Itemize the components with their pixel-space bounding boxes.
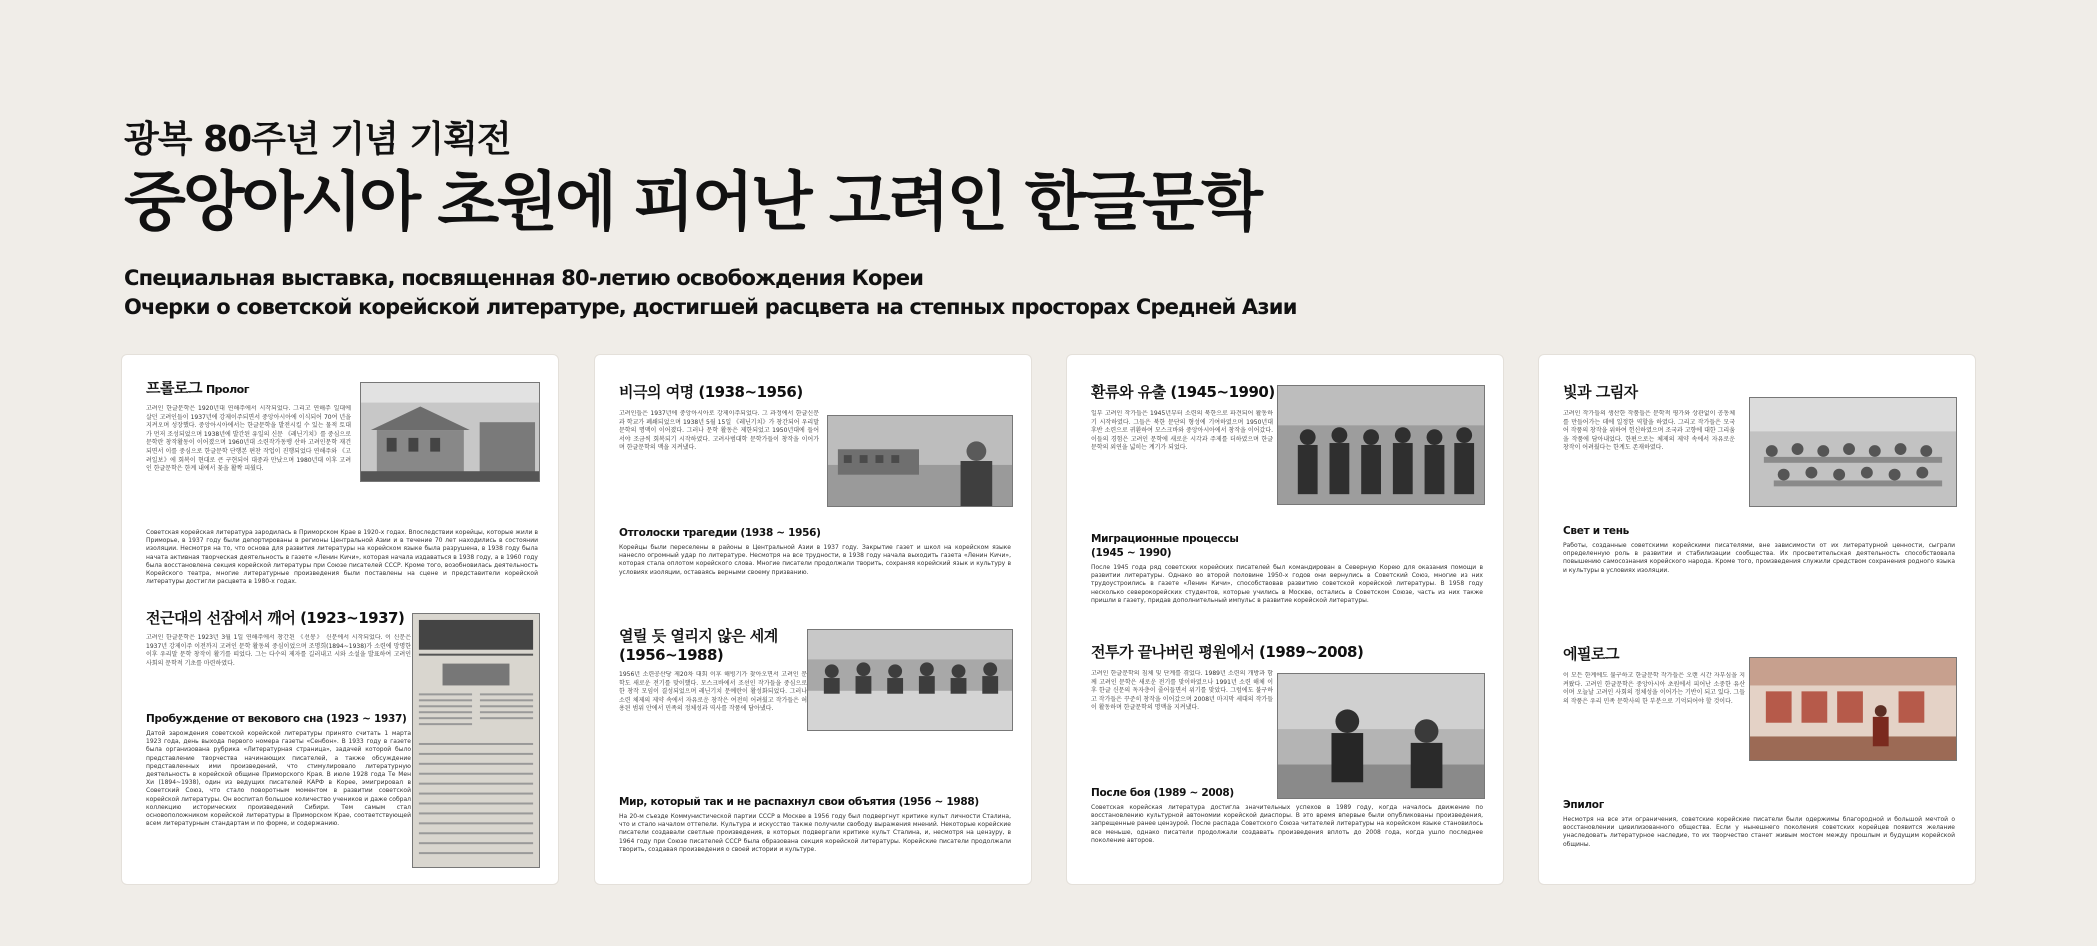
sonbong-newspaper-image (412, 613, 540, 868)
meeting-photo-caption (807, 735, 1013, 763)
era-1989-heading-ko: 전투가 끝나버린 평원에서 (1989~2008) (1091, 643, 1364, 661)
light-shadow-body-ru: Работы, созданные советскими корейскими писателями, вне зависимости от их литературной ценности, сыграли определенную роль в развитии и стабилизации сообщества. Их просветительская деятельность способствовала повышению самосознания корейского народа. Кроме того, произведения служили средством сохранения родного языка и культуры в условиях изоляции. (1563, 542, 1955, 574)
era-1923-body-ru: Датой зарождения советской корейской литературы принято считать 1 марта 1923 года, день выхода первого номера газеты «Сенбон». В 1933 году в газете была организована рубрика «Литературная страница», задачей которой было представление творчества начинающих писателей, а также обсуждение представленных ими произведений, что стимулировало литературную деятельность в корейской общине Приморского Края. В июле 1928 года Те Мен Хи (1894~1938), один из ведущих писателей КАРФ в Корее, эмигрировал в Советский Союз, что стало поворотным моментом в развитии советской корейской литературы. Он воспитал большое количество учеников и даже собрал коллекцию исторических произведений Сибири. Тем самым стал основоположником корейской литературы в Приморском Крае, соответствующей всем литературным стандартам и по форме, и содержанию. (146, 730, 411, 828)
light-shadow-heading-ru: Свет и тень (1563, 525, 1630, 537)
era-1923-body-ko: 고려인 한글문학은 1923년 3월 1일 연해주에서 창간된 《선봉》 신문에서 시작되었다. 이 신문은 1937년 강제이주 이전까지 고려인 문학 활동의 중심이었으며 조명희(1894~1938)가 소련에 망명한 이후 우리말 문학 창작이 활기를 띠었다. 그는 다수의 제자를 길러내고 시와 소설을 발표하여 고려인 사회의 문학적 기초를 마련하였다. (146, 634, 411, 667)
era-1938-body-ru: Корейцы были переселены в районы в Центральной Азии в 1937 году. Закрытие газет и школ на корейском языке нанесло огромный удар по литературе. Несмотря на все трудности, в 1938 году начала выходить газета «Ленин Кичи», которая стала оплотом корейского слова. Многие писатели продолжали творить, сохраняя корейский язык и культуру в условиях изоляции, оставаясь верными своему призванию. (619, 544, 1011, 576)
era-1938-heading-ko: 비극의 여명 (1938~1956) (619, 383, 803, 401)
panel-prologue (121, 354, 559, 885)
epilogue-heading-ko: 에필로그 (1563, 645, 1619, 663)
prologue-body-ru: Советская корейская литература зародилась в Приморском Крае в 1920-х годах. Впоследствии корейцы, которые жили в Приморье, в 1937 году были депортированы в регионы Центральной Азии и в течение 70 лет находились в состоянии изоляции. Несмотря на то, что основа для развития литературы на корейском языке была разрушена, в 1938 году была начата активная творческая деятельность в газете «Ленин Кичи», которая начала издаваться в 1938 году, а в 1960 году была восстановлена секция корейской литературы при Союзе писателей СССР. Кроме того, возобновилась деятельность Корейского театра, многие литературные произведения были поставлены на сцене и представители корейской литературы достигли расцвета в 1980-х годах. (146, 529, 538, 586)
panel-migration (1066, 354, 1504, 885)
panel-tragedy (594, 354, 1032, 885)
group-photo (1277, 385, 1485, 505)
epilogue-heading-ru: Эпилог (1563, 799, 1604, 811)
light-shadow-body-ko: 고려인 작가들의 생산한 작품들은 문학적 평가와 상관없이 공동체를 만들어가는 데에 일정한 역할을 하였다. 그리고 작가들은 모국어 작품의 창작을 위하여 헌신하였으며 조국과 고향에 대한 그리움을 작품에 담아내었다. 한편으로는 체제의 제약 속에서 자유로운 창작이 어려웠다는 한계도 존재하였다. (1563, 410, 1735, 452)
epilogue-body-ko: 이 모든 한계에도 불구하고 한글문학 작가들은 오랜 시간 자부심을 지켜왔다. 고려인 한글문학은 중앙아시아 초원에서 피어난 소중한 유산이며 오늘날 고려인 사회의 정체성을 이어가는 기반이 되고 있다. 그들의 작품은 우리 민족 문학사의 한 부분으로 기억되어야 할 것이다. (1563, 672, 1745, 705)
era-1945-body-ko: 일부 고려인 작가들은 1945년부터 소련의 북한으로 파견되어 활동하기 시작하였다. 그들은 북한 문단의 형성에 기여하였으며 1950년대 후반 소련으로 귀환하여 모스크바와 중앙아시아에서 창작을 이어갔다. 이들의 경험은 고려인 문학에 새로운 시각과 주제를 더하였으며 한글문학의 외연을 넓히는 계기가 되었다. (1091, 410, 1273, 452)
audience-photo (1749, 397, 1957, 507)
era-1956-body-ru: На 20-м съезде Коммунистической партии СССР в Москве в 1956 году был подвергнут критике культ личности Сталина, что и стало началом оттепели. Культура и искусство также получили свободу выражения мнений. Некоторые корейские писатели создавали светлые произведения, в которых подвергали критике культ Сталина, и, несмотря на цензуру, в 1964 году при Союзе писателей СССР была образована секция корейской литературы. Корейские писатели продолжали творить, создавая произведения о своей истории и культуре. (619, 813, 1011, 853)
era-1938-heading-ru: Отголоски трагедии (1938 ~ 1956) (619, 527, 821, 539)
era-1956-heading-ko: 열릴 듯 열리지 않은 세계 (1956~1988) (619, 627, 778, 664)
writers-photo (1277, 673, 1485, 799)
meeting-photo (807, 629, 1013, 731)
exhibition-kicker: 광복 80주년 기념 기획전 (124, 119, 511, 160)
era-1956-heading-ru: Мир, который так и не распахнул свои объятия (1956 ~ 1988) (619, 796, 979, 808)
exhibition-photo (1749, 657, 1957, 761)
era-1956-body-ko: 1956년 소련공산당 제20차 대회 이후 해빙기가 찾아오면서 고려인 문학도 새로운 전기를 맞이했다. 모스크바에서 조선인 작가들을 중심으로 한 창작 모임이 결성되었으며 레닌기치 문예란이 활성화되었다. 그러나 소련 체제의 제약 속에서 자유로운 창작은 여전히 어려웠고 작가들은 허용된 범위 안에서 민족의 정체성과 역사를 작품에 담아냈다. (619, 671, 807, 713)
prologue-photo (360, 382, 540, 482)
exhibition-header (124, 118, 2024, 322)
prologue-heading: 프롤로그 Пролог (146, 379, 249, 397)
panel-epilogue (1538, 354, 1976, 885)
exhibition-subtitle-2: Очерки о советской корейской литературе, достигшей расцвета на степных просторах Средней Азии (124, 295, 1297, 319)
era-1945-heading-ko: 환류와 유출 (1945~1990) (1091, 383, 1275, 401)
era-1989-body-ko: 고려인 한글문학의 침체 및 단계를 겪었다. 1989년 소련의 개방과 함께 고려인 문학은 새로운 전기를 맞이하였으나 1991년 소련 해체 이후 한글 신문의 독자층이 줄어들면서 위기를 맞았다. 그럼에도 불구하고 작가들은 꾸준히 창작을 이어갔으며 2008년 마지막 세대의 작가들이 활동하며 한글문학의 명맥을 지켜냈다. (1091, 670, 1273, 712)
era-1923-heading-ko: 전근대의 선잠에서 깨어 (1923~1937) (146, 609, 405, 627)
era-1945-heading-ru: Миграционные процессы (1945 ~ 1990) (1091, 533, 1239, 559)
era-1923-heading-ru: Пробуждение от векового сна (1923 ~ 1937) (146, 713, 407, 725)
prologue-body-ko: 고려인 한글문학은 1920년대 연해주에서 시작되었다. 그리고 연해주 일대에 살던 고려인들이 1937년에 강제이주되면서 중앙아시아에 이식되어 70여 년을 지켜오며 성장했다. 중앙아시아에서는 한글문학을 발전시킬 수 있는 물적 토대가 먼저 조성되었으며 1938년에 발간된 유일의 신문 《레닌기치》를 중심으로 문학란 창작활동이 이어졌으며 1960년대 소련작가동맹 산하 고려인문학 재건되면서 이를 중심으로 한글문학 단행본 편찬 작업이 진행되었다 연해주와 《고려일보》에 회복이 현대로 큰 구현되어 대중과 만났으며 1980년대 이후 고려인 한글문학은 한계 내에서 꽃을 활짝 피웠다. (146, 405, 351, 473)
tragedy-photo (827, 415, 1013, 507)
era-1938-body-ko: 고려인들은 1937년에 중앙아시아로 강제이주되었다. 그 과정에서 한글신문과 학교가 폐쇄되었으며 1938년 5월 15일 《레닌기치》가 창간되어 우리말 문학의 명맥이 이어졌다. 그러나 문학 활동은 제한되었고 1950년대에 들어서야 조금씩 회복되기 시작하였다. 고려사범대학 문학가들이 창작을 이어가며 한글문학의 맥을 지켜냈다. (619, 410, 819, 452)
exhibition-subtitle-1: Специальная выставка, посвященная 80-летию освобождения Кореи (124, 266, 924, 290)
era-1989-heading-ru: После боя (1989 ~ 2008) (1091, 787, 1234, 799)
epilogue-body-ru: Несмотря на все эти ограничения, советские корейские писатели были одержимы благородной и большой мечтой о восстановлении цивилизованного общества. Если у нынешнего поколения советских корейцев появится желание унаследовать литературное наследие, то их творчество станет живым мостом между прошлым и будущим корейской общины. (1563, 816, 1955, 848)
era-1945-body-ru: После 1945 года ряд советских корейских писателей был командирован в Северную Корею для оказания помощи в развитии литературы. Однако во второй половине 1950-х годов они вернулись в Советский Союз, многие из них трудоустроились в газете «Ленин Кичи», способствовав развитию советской корейской литературы. В 1958 году несколько северокорейских студентов, которые учились в Москве, остались в Советском Союзе, часть из них также пришли в газету, придав дополнительный импульс в развитие корейской литературы. (1091, 564, 1483, 604)
exhibition-title: 중앙아시아 초원에 피어난 고려인 한글문학 (124, 166, 1260, 240)
era-1989-body-ru: Советская корейская литература достигла значительных успехов в 1989 году, когда началось движение по восстановлению культурной автономии корейской диаспоры. В это время впервые были опубликованы произведения, запрещенные ранее цензурой. После распада Советского Союза читателей литературы на корейском языке становилось все меньше, однако писатели продолжали создавать произведения вплоть до 2008 года, когда ушло последнее поколение авторов. (1091, 804, 1483, 844)
light-shadow-heading-ko: 빛과 그림자 (1563, 383, 1638, 401)
